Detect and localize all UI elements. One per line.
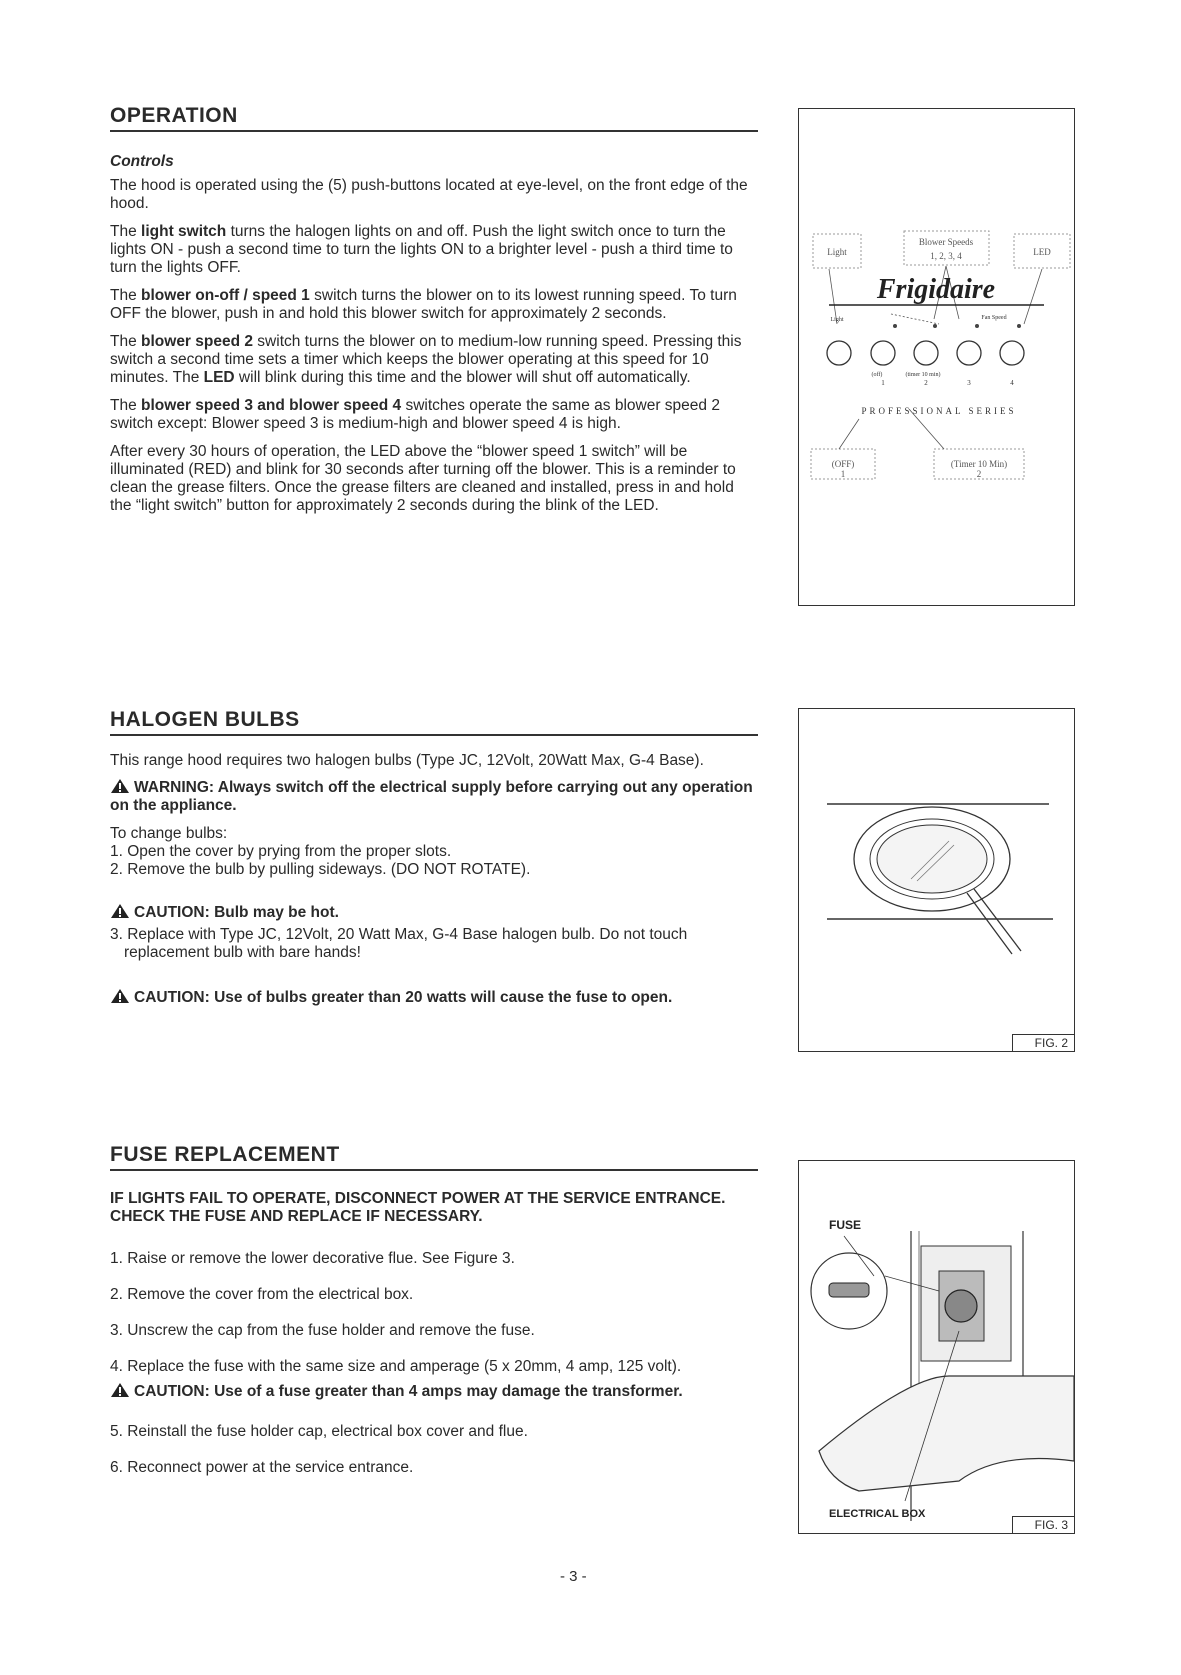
fuse-figure xyxy=(798,1160,1075,1534)
halogen-step-2: 2. Remove the bulb by pulling sideways. (DO NOT ROTATE). xyxy=(110,861,531,878)
button-num-1: 1 xyxy=(881,379,885,387)
halogen-body xyxy=(110,752,758,1017)
operation-body xyxy=(110,153,758,525)
electrical-box-callout: ELECTRICAL BOX xyxy=(829,1508,926,1520)
series-label: PROFESSIONAL SERIES xyxy=(861,406,1017,416)
operation-para-2: The light switch turns the halogen lights on and off. Push the light switch once to turn the lights ON - push a second time to turn the lights ON to a brighter level - push a third time to turn the lights OFF. xyxy=(110,223,733,276)
fuse-callout: FUSE xyxy=(829,1218,862,1232)
halogen-intro: This range hood requires two halogen bulbs (Type JC, 12Volt, 20Watt Max, G-4 Base). xyxy=(110,752,704,769)
control-panel-diagram xyxy=(799,109,1074,605)
fig-3-label: FIG. 3 xyxy=(1012,1516,1074,1533)
caution-icon xyxy=(110,988,130,1004)
to-change-label: To change bulbs: xyxy=(110,825,228,842)
label-led: LED xyxy=(1033,247,1051,257)
operation-title: OPERATION xyxy=(110,104,758,132)
halogen-step-3: 3. Replace with Type JC, 12Volt, 20 Watt Max, G-4 Base halogen bulb. Do not touch replacement bulb with bare hands! xyxy=(110,926,688,961)
panel-off-label: (off) xyxy=(871,372,883,378)
caution-icon xyxy=(110,903,130,919)
halogen-title: HALOGEN BULBS xyxy=(110,708,758,736)
speed-4-button xyxy=(1000,341,1024,365)
brand-logo: Frigidaire xyxy=(876,274,996,305)
page-number: - 3 - xyxy=(560,1568,587,1585)
label-off-num: 1 xyxy=(840,469,846,479)
control-panel-figure xyxy=(798,108,1075,606)
fuse-step-4: 4. Replace the fuse with the same size and amperage (5 x 20mm, 4 amp, 125 volt). xyxy=(110,1358,682,1375)
halogen-caution-2: CAUTION: Use of bulbs greater than 20 watts will cause the fuse to open. xyxy=(110,988,758,1007)
label-timer: (Timer 10 Min) xyxy=(950,459,1008,469)
speed-3-button xyxy=(957,341,981,365)
panel-fan-speed-label: Fan Speed xyxy=(981,315,1007,321)
button-num-3: 3 xyxy=(967,379,971,387)
operation-para-6: After every 30 hours of operation, the LED above the “blower speed 1 switch” will be illuminated (RED) and blink for 30 seconds after turning off the blower. This is a reminder to clean the grease filters. Once the grease filters are cleaned and installed, press in and hold the “light switch” button for approximately 2 seconds during the blink of the LED. xyxy=(110,443,736,514)
light-button xyxy=(827,341,851,365)
button-num-4: 4 xyxy=(1010,379,1014,387)
operation-para-1: The hood is operated using the (5) push-buttons located at eye-level, on the front edge of the hood. xyxy=(110,177,748,212)
button-num-2: 2 xyxy=(924,379,928,387)
label-blower-speeds: Blower Speeds xyxy=(918,237,974,247)
controls-subtitle: Controls xyxy=(110,153,174,170)
label-off: (OFF) xyxy=(831,459,855,469)
fuse-step-6: 6. Reconnect power at the service entrance. xyxy=(110,1459,414,1476)
panel-light-label: Light xyxy=(830,317,844,323)
halogen-warning: WARNING: Always switch off the electrical supply before carrying out any operation on the appliance. xyxy=(110,779,753,814)
fuse-step-5: 5. Reinstall the fuse holder cap, electrical box cover and flue. xyxy=(110,1423,528,1440)
fuse-step-2: 2. Remove the cover from the electrical box. xyxy=(110,1286,414,1303)
bulb-figure xyxy=(798,708,1075,1052)
operation-para-5: The blower speed 3 and blower speed 4 switches operate the same as blower speed 2 switch except: Blower speed 3 is medium-high and blower speed 4 is high. xyxy=(110,397,720,432)
label-blower-speeds-nums: 1, 2, 3, 4 xyxy=(930,251,962,261)
panel-timer-label: (timer 10 min) xyxy=(905,372,941,378)
bulb-diagram xyxy=(799,709,1074,1051)
operation-para-4: The blower speed 2 switch turns the blower on to medium-low running speed. Pressing this switch a second time sets a timer which keeps the blower operating at this speed for 10 minutes. The LED will blink during this time and the blower will shut off automatically. xyxy=(110,333,742,386)
fuse-diagram xyxy=(799,1161,1074,1533)
fuse-notice: IF LIGHTS FAIL TO OPERATE, DISCONNECT POWER AT THE SERVICE ENTRANCE. CHECK THE FUSE AND REPLACE IF NECESSARY. xyxy=(110,1190,726,1225)
halogen-caution-1: CAUTION: Bulb may be hot. xyxy=(110,903,758,922)
fuse-step-1: 1. Raise or remove the lower decorative flue. See Figure 3. xyxy=(110,1250,515,1267)
fuse-caution: CAUTION: Use of a fuse greater than 4 amps may damage the transformer. xyxy=(110,1382,758,1401)
fuse-step-3: 3. Unscrew the cap from the fuse holder and remove the fuse. xyxy=(110,1322,535,1339)
fuse-body xyxy=(110,1190,758,1487)
warning-icon xyxy=(110,778,130,794)
fuse-title: FUSE REPLACEMENT xyxy=(110,1143,758,1171)
operation-para-3: The blower on-off / speed 1 switch turns the blower on to its lowest running speed. To turn OFF the blower, push in and hold this blower switch for approximately 2 seconds. xyxy=(110,287,737,322)
label-light: Light xyxy=(827,247,847,257)
speed-2-button xyxy=(914,341,938,365)
speed-1-button xyxy=(871,341,895,365)
halogen-step-1: 1. Open the cover by prying from the proper slots. xyxy=(110,843,452,860)
caution-icon xyxy=(110,1382,130,1398)
label-timer-num: 2 xyxy=(976,469,982,479)
fig-2-label: FIG. 2 xyxy=(1012,1034,1074,1051)
